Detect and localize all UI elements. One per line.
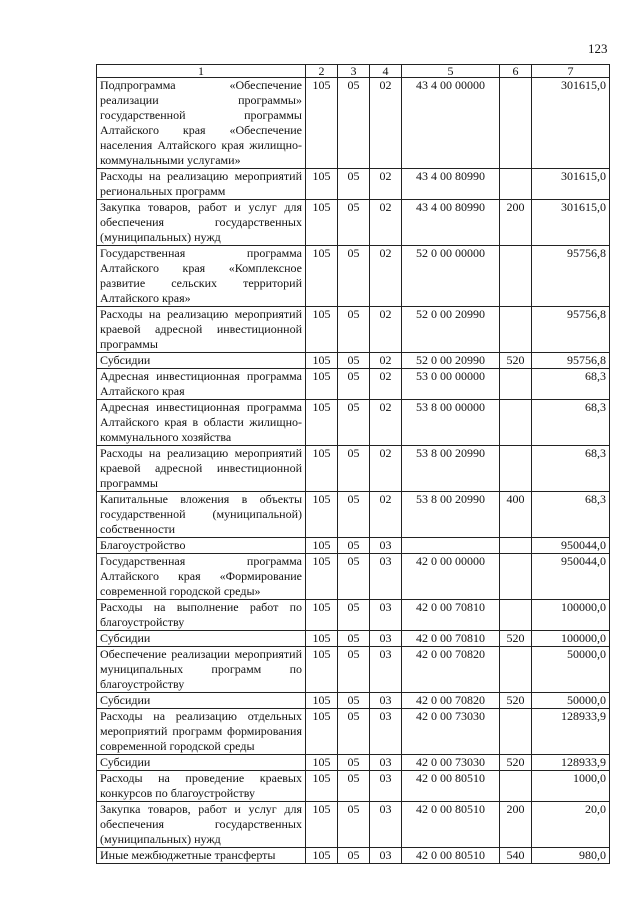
cell-section: 105 bbox=[306, 709, 338, 755]
cell-subsection: 05 bbox=[338, 647, 370, 693]
cell-expense-type: 400 bbox=[500, 492, 532, 538]
table-row bbox=[97, 169, 610, 200]
cell-code: 03 bbox=[370, 554, 402, 600]
table-row bbox=[97, 538, 610, 554]
cell-subsection: 05 bbox=[338, 538, 370, 554]
cell-subsection: 05 bbox=[338, 446, 370, 492]
cell-expense-type bbox=[500, 246, 532, 307]
cell-name: Расходы на проведение краевых конкурсов по благоустройству bbox=[97, 771, 306, 802]
cell-expense-type bbox=[500, 400, 532, 446]
cell-section: 105 bbox=[306, 771, 338, 802]
table-row bbox=[97, 631, 610, 647]
cell-subsection: 05 bbox=[338, 802, 370, 848]
cell-subsection: 05 bbox=[338, 492, 370, 538]
cell-amount: 20,0 bbox=[532, 802, 610, 848]
cell-target-article: 42 0 00 80510 bbox=[402, 771, 500, 802]
table-row bbox=[97, 709, 610, 755]
cell-target-article: 42 0 00 70820 bbox=[402, 693, 500, 709]
table-row bbox=[97, 446, 610, 492]
cell-target-article: 43 4 00 80990 bbox=[402, 200, 500, 246]
cell-expense-type bbox=[500, 538, 532, 554]
column-header: 7 bbox=[532, 65, 610, 78]
cell-code: 02 bbox=[370, 369, 402, 400]
column-header: 3 bbox=[338, 65, 370, 78]
table-row bbox=[97, 802, 610, 848]
column-header: 5 bbox=[402, 65, 500, 78]
cell-target-article: 42 0 00 73030 bbox=[402, 709, 500, 755]
cell-amount: 50000,0 bbox=[532, 693, 610, 709]
cell-target-article bbox=[402, 538, 500, 554]
cell-target-article: 42 0 00 80510 bbox=[402, 848, 500, 864]
cell-target-article: 53 0 00 00000 bbox=[402, 369, 500, 400]
cell-expense-type bbox=[500, 771, 532, 802]
cell-amount: 980,0 bbox=[532, 848, 610, 864]
cell-subsection: 05 bbox=[338, 169, 370, 200]
cell-code: 03 bbox=[370, 600, 402, 631]
cell-amount: 68,3 bbox=[532, 492, 610, 538]
cell-section: 105 bbox=[306, 446, 338, 492]
cell-target-article: 42 0 00 80510 bbox=[402, 802, 500, 848]
cell-name: Расходы на реализацию мероприятий региональных программ bbox=[97, 169, 306, 200]
cell-target-article: 52 0 00 20990 bbox=[402, 307, 500, 353]
cell-code: 03 bbox=[370, 693, 402, 709]
cell-expense-type bbox=[500, 307, 532, 353]
cell-section: 105 bbox=[306, 78, 338, 169]
cell-name: Закупка товаров, работ и услуг для обеспечения государственных (муниципальных) нужд bbox=[97, 200, 306, 246]
cell-section: 105 bbox=[306, 647, 338, 693]
cell-subsection: 05 bbox=[338, 693, 370, 709]
cell-name: Подпрограмма «Обеспечение реализации программы» государственной программы Алтайского края «Обеспечение населения Алтайского края жилищно-коммунальными услугами» bbox=[97, 78, 306, 169]
cell-amount: 128933,9 bbox=[532, 709, 610, 755]
table-row bbox=[97, 307, 610, 353]
cell-amount: 95756,8 bbox=[532, 307, 610, 353]
table-row bbox=[97, 353, 610, 369]
column-header: 4 bbox=[370, 65, 402, 78]
cell-code: 03 bbox=[370, 755, 402, 771]
table-row bbox=[97, 693, 610, 709]
cell-subsection: 05 bbox=[338, 200, 370, 246]
cell-name: Адресная инвестиционная программа Алтайского края bbox=[97, 369, 306, 400]
cell-name: Субсидии bbox=[97, 755, 306, 771]
cell-name: Субсидии bbox=[97, 353, 306, 369]
cell-section: 105 bbox=[306, 307, 338, 353]
cell-code: 03 bbox=[370, 802, 402, 848]
table-row bbox=[97, 369, 610, 400]
cell-code: 02 bbox=[370, 200, 402, 246]
cell-name: Капитальные вложения в объекты государственной (муниципальной) собственности bbox=[97, 492, 306, 538]
cell-code: 03 bbox=[370, 709, 402, 755]
cell-amount: 301615,0 bbox=[532, 200, 610, 246]
cell-subsection: 05 bbox=[338, 709, 370, 755]
cell-expense-type bbox=[500, 600, 532, 631]
cell-section: 105 bbox=[306, 369, 338, 400]
cell-amount: 68,3 bbox=[532, 400, 610, 446]
cell-expense-type bbox=[500, 446, 532, 492]
cell-expense-type bbox=[500, 78, 532, 169]
cell-expense-type bbox=[500, 709, 532, 755]
cell-subsection: 05 bbox=[338, 353, 370, 369]
cell-section: 105 bbox=[306, 848, 338, 864]
cell-name: Расходы на реализацию мероприятий краевой адресной инвестиционной программы bbox=[97, 307, 306, 353]
cell-target-article: 42 0 00 00000 bbox=[402, 554, 500, 600]
cell-section: 105 bbox=[306, 538, 338, 554]
table-row bbox=[97, 647, 610, 693]
cell-code: 02 bbox=[370, 353, 402, 369]
cell-expense-type: 520 bbox=[500, 755, 532, 771]
cell-target-article: 52 0 00 20990 bbox=[402, 353, 500, 369]
cell-target-article: 42 0 00 73030 bbox=[402, 755, 500, 771]
cell-subsection: 05 bbox=[338, 554, 370, 600]
cell-amount: 95756,8 bbox=[532, 246, 610, 307]
cell-subsection: 05 bbox=[338, 771, 370, 802]
cell-code: 03 bbox=[370, 848, 402, 864]
column-header: 2 bbox=[306, 65, 338, 78]
cell-name: Расходы на реализацию отдельных мероприятий программ формирования современной городской среды bbox=[97, 709, 306, 755]
cell-section: 105 bbox=[306, 400, 338, 446]
page-number: 123 bbox=[588, 41, 608, 56]
table-row bbox=[97, 200, 610, 246]
cell-subsection: 05 bbox=[338, 848, 370, 864]
cell-name: Иные межбюджетные трансферты bbox=[97, 848, 306, 864]
cell-section: 105 bbox=[306, 600, 338, 631]
cell-name: Благоустройство bbox=[97, 538, 306, 554]
cell-amount: 68,3 bbox=[532, 369, 610, 400]
table-row bbox=[97, 400, 610, 446]
cell-code: 02 bbox=[370, 78, 402, 169]
table-row bbox=[97, 78, 610, 169]
cell-code: 03 bbox=[370, 631, 402, 647]
cell-subsection: 05 bbox=[338, 307, 370, 353]
table-row bbox=[97, 600, 610, 631]
cell-section: 105 bbox=[306, 755, 338, 771]
cell-subsection: 05 bbox=[338, 369, 370, 400]
cell-amount: 128933,9 bbox=[532, 755, 610, 771]
cell-subsection: 05 bbox=[338, 755, 370, 771]
cell-amount: 100000,0 bbox=[532, 600, 610, 631]
cell-expense-type: 520 bbox=[500, 353, 532, 369]
cell-expense-type bbox=[500, 647, 532, 693]
column-header: 1 bbox=[97, 65, 306, 78]
cell-target-article: 53 8 00 00000 bbox=[402, 400, 500, 446]
cell-target-article: 53 8 00 20990 bbox=[402, 492, 500, 538]
cell-target-article: 53 8 00 20990 bbox=[402, 446, 500, 492]
table-row bbox=[97, 492, 610, 538]
budget-table bbox=[96, 64, 610, 864]
cell-subsection: 05 bbox=[338, 631, 370, 647]
cell-subsection: 05 bbox=[338, 78, 370, 169]
cell-code: 02 bbox=[370, 446, 402, 492]
table-row bbox=[97, 848, 610, 864]
cell-amount: 301615,0 bbox=[532, 169, 610, 200]
cell-amount: 100000,0 bbox=[532, 631, 610, 647]
cell-name: Расходы на выполнение работ по благоустройству bbox=[97, 600, 306, 631]
cell-code: 02 bbox=[370, 400, 402, 446]
cell-code: 03 bbox=[370, 647, 402, 693]
cell-expense-type: 200 bbox=[500, 802, 532, 848]
cell-section: 105 bbox=[306, 631, 338, 647]
cell-subsection: 05 bbox=[338, 400, 370, 446]
table-row bbox=[97, 755, 610, 771]
cell-expense-type: 520 bbox=[500, 693, 532, 709]
table-row bbox=[97, 246, 610, 307]
cell-code: 03 bbox=[370, 538, 402, 554]
cell-expense-type bbox=[500, 169, 532, 200]
cell-expense-type: 520 bbox=[500, 631, 532, 647]
cell-target-article: 42 0 00 70820 bbox=[402, 647, 500, 693]
cell-amount: 950044,0 bbox=[532, 538, 610, 554]
cell-section: 105 bbox=[306, 169, 338, 200]
cell-name: Субсидии bbox=[97, 631, 306, 647]
cell-subsection: 05 bbox=[338, 600, 370, 631]
cell-target-article: 43 4 00 00000 bbox=[402, 78, 500, 169]
table-header-row bbox=[97, 65, 610, 78]
column-header: 6 bbox=[500, 65, 532, 78]
cell-code: 02 bbox=[370, 307, 402, 353]
cell-target-article: 42 0 00 70810 bbox=[402, 631, 500, 647]
cell-target-article: 42 0 00 70810 bbox=[402, 600, 500, 631]
cell-section: 105 bbox=[306, 246, 338, 307]
cell-code: 02 bbox=[370, 169, 402, 200]
cell-name: Закупка товаров, работ и услуг для обеспечения государственных (муниципальных) нужд bbox=[97, 802, 306, 848]
cell-section: 105 bbox=[306, 693, 338, 709]
cell-name: Адресная инвестиционная программа Алтайского края в области жилищно-коммунального хозяйства bbox=[97, 400, 306, 446]
cell-code: 02 bbox=[370, 492, 402, 538]
cell-amount: 1000,0 bbox=[532, 771, 610, 802]
cell-subsection: 05 bbox=[338, 246, 370, 307]
cell-expense-type: 540 bbox=[500, 848, 532, 864]
cell-expense-type bbox=[500, 554, 532, 600]
cell-section: 105 bbox=[306, 353, 338, 369]
cell-amount: 950044,0 bbox=[532, 554, 610, 600]
cell-target-article: 52 0 00 00000 bbox=[402, 246, 500, 307]
cell-name: Государственная программа Алтайского края «Формирование современной городской среды» bbox=[97, 554, 306, 600]
cell-amount: 68,3 bbox=[532, 446, 610, 492]
cell-name: Расходы на реализацию мероприятий краевой адресной инвестиционной программы bbox=[97, 446, 306, 492]
cell-name: Государственная программа Алтайского края «Комплексное развитие сельских территорий Алтайского края» bbox=[97, 246, 306, 307]
table-row bbox=[97, 771, 610, 802]
cell-name: Субсидии bbox=[97, 693, 306, 709]
cell-section: 105 bbox=[306, 200, 338, 246]
cell-section: 105 bbox=[306, 554, 338, 600]
cell-section: 105 bbox=[306, 492, 338, 538]
cell-name: Обеспечение реализации мероприятий муниципальных программ по благоустройству bbox=[97, 647, 306, 693]
cell-amount: 95756,8 bbox=[532, 353, 610, 369]
cell-code: 03 bbox=[370, 771, 402, 802]
cell-code: 02 bbox=[370, 246, 402, 307]
cell-amount: 301615,0 bbox=[532, 78, 610, 169]
cell-section: 105 bbox=[306, 802, 338, 848]
cell-expense-type bbox=[500, 369, 532, 400]
table-row bbox=[97, 554, 610, 600]
cell-expense-type: 200 bbox=[500, 200, 532, 246]
cell-amount: 50000,0 bbox=[532, 647, 610, 693]
cell-target-article: 43 4 00 80990 bbox=[402, 169, 500, 200]
